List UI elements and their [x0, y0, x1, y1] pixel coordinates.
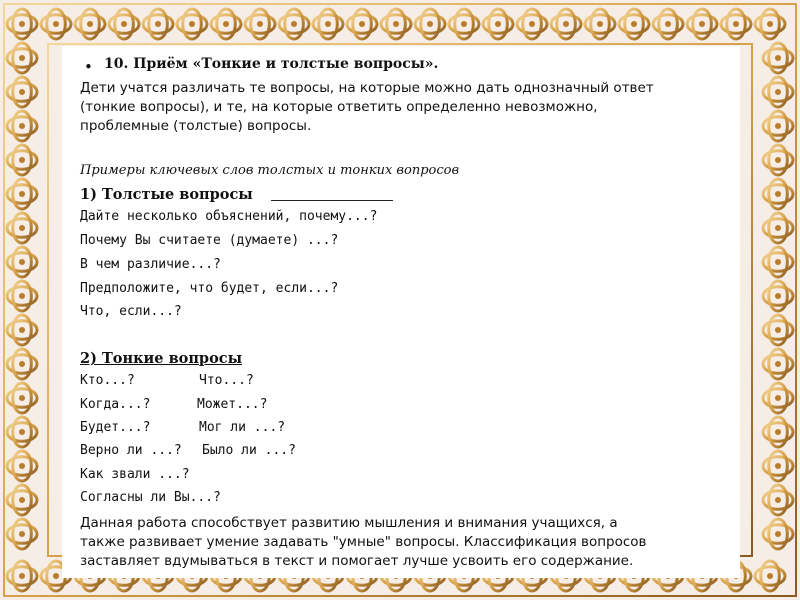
conclusion-line-2: также развивает умение задавать "умные" вопросы. Классификация вопросов: [80, 534, 647, 550]
conclusion-line-1: Данная работа способствует развитию мышления и внимания учащихся, а: [80, 515, 618, 531]
thick-item-4: Предположите, что будет, если...?: [80, 281, 339, 296]
thick-questions-heading: [80, 186, 393, 203]
heading-rule: [271, 186, 393, 201]
thick-item-2: Почему Вы считаете (думаете) ...?: [80, 233, 339, 248]
thin-item-r3c2: Мог ли ...?: [199, 420, 286, 435]
thin-item-r2c1: Когда...?: [80, 397, 151, 412]
thin-item-r3c1: Будет...?: [80, 420, 151, 435]
intro-line-3: проблемные (толстые) вопросы.: [80, 118, 312, 134]
conclusion-line-3: заставляет вдумываться в текст и помогает лучше усвоить его содержание.: [80, 553, 634, 569]
thin-item-r4c2: Было ли ...?: [202, 443, 296, 458]
thin-item-r1c1: Кто...?: [80, 373, 135, 388]
slide-title: 10. Приём «Тонкие и толстые вопросы».: [104, 56, 439, 72]
thin-questions-heading: 2) Тонкие вопросы: [80, 350, 243, 367]
thin-item-r4c1: Верно ли ...?: [80, 443, 182, 458]
thick-heading-text: 1) Толстые вопросы: [80, 186, 253, 203]
thin-item-r2c2: Может...?: [197, 397, 268, 412]
thin-item-r5c1: Как звали ...?: [80, 467, 190, 482]
thin-item-r6c1: Согласны ли Вы...?: [80, 490, 221, 505]
thick-item-5: Что, если...?: [80, 304, 182, 319]
thin-item-r1c2: Что...?: [199, 373, 254, 388]
intro-line-1: Дети учатся различать те вопросы, на которые можно дать однозначный ответ: [80, 80, 654, 96]
intro-line-2: (тонкие вопросы), и те, на которые ответить определенно невозможно,: [80, 99, 598, 115]
examples-heading: Примеры ключевых слов толстых и тонких вопросов: [80, 163, 460, 178]
thick-item-3: В чем различие...?: [80, 257, 221, 272]
thick-item-1: Дайте несколько объяснений, почему...?: [80, 209, 378, 224]
title-bullet: •: [84, 58, 93, 76]
